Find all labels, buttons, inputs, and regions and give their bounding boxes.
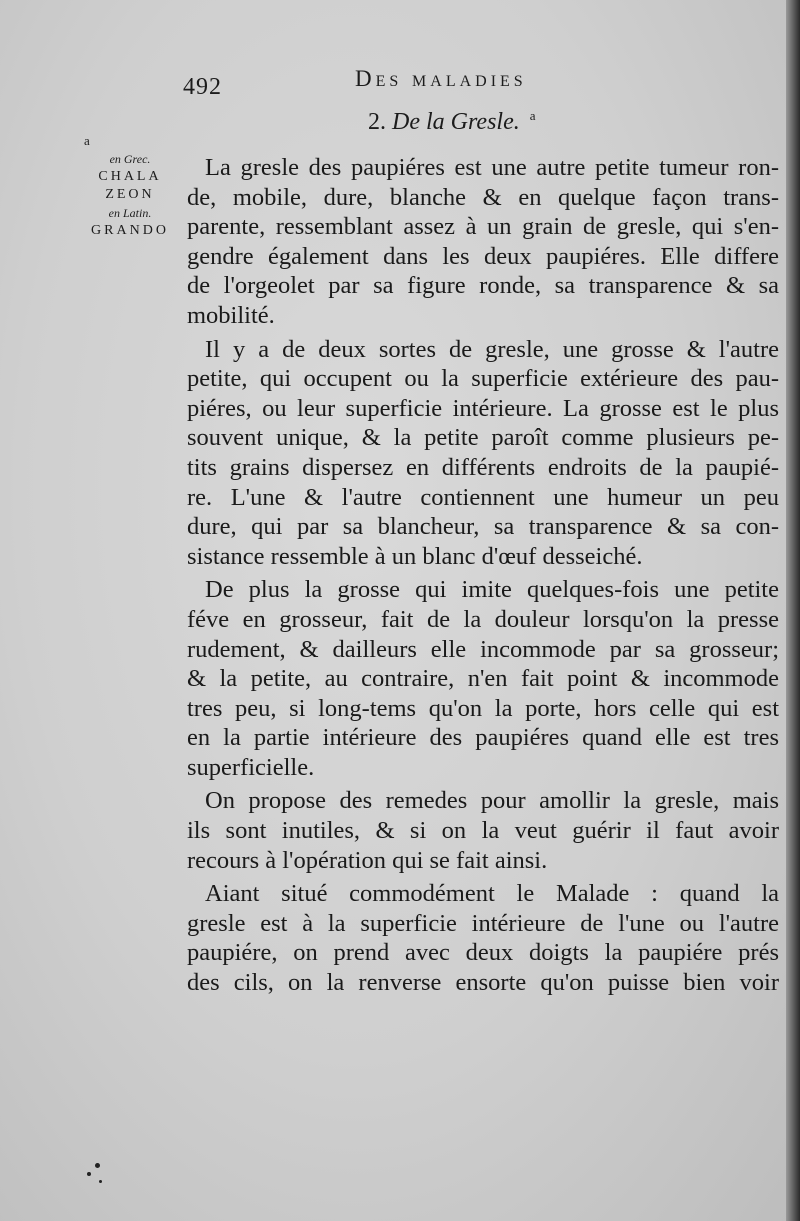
text-line: & la petite, au contraire, n'en fait point & incommode	[187, 665, 779, 693]
text-line: féve en grosseur, fait de la douleur lorsqu'on la presse	[187, 605, 779, 633]
section-number: 2.	[368, 109, 386, 135]
margin-note-latin-word: GRANDO	[91, 223, 169, 238]
text-line: de l'orgeolet par sa figure ronde, sa transparence & sa	[187, 272, 779, 300]
text-line: gendre également dans les deux paupiéres. Elle differe	[187, 242, 779, 270]
text-line: de, mobile, dure, blanche & en quelque façon trans-	[187, 183, 779, 211]
text-line: sistance ressemble à un blanc d'œuf desseiché.	[187, 542, 643, 570]
margin-note-latin-label: en Latin.	[108, 206, 152, 220]
section-title	[368, 108, 536, 136]
text-line: tres peu, si long-tems qu'on la porte, hors celle qui est	[187, 694, 779, 722]
text-line: gresle est à la superficie intérieure de l'une ou l'autre	[187, 909, 779, 937]
running-head: Des maladies	[355, 66, 527, 91]
margin-note	[84, 132, 176, 240]
text-line: mobilité.	[187, 301, 275, 329]
text-line: des cils, on la renverse ensorte qu'on puisse bien voir	[187, 969, 779, 997]
body-text	[187, 153, 779, 998]
ink-speck	[87, 1172, 91, 1176]
text-line: paupiére, on prend avec deux doigts la paupiére prés	[187, 939, 779, 967]
text-line: petite, qui occupent ou la superficie extérieure des pau-	[187, 365, 779, 393]
ink-speck	[95, 1163, 100, 1168]
text-line: ils sont inutiles, & si on la veut guérir il faut avoir	[187, 817, 779, 845]
section-note-marker: a	[529, 108, 536, 123]
margin-note-greek-word: CHALAZEON	[98, 169, 162, 202]
text-line: On propose des remedes pour amollir la gresle, mais	[205, 787, 779, 815]
text-line: superficielle.	[187, 753, 315, 781]
text-line: piéres, ou leur superficie intérieure. La grosse est le plus	[187, 394, 779, 422]
text-line: tits grains dispersez en différents endroits de la paupié-	[187, 453, 779, 481]
margin-note-greek-label: en Grec.	[109, 152, 151, 166]
margin-note-marker: a	[84, 133, 90, 148]
text-line: parente, ressemblant assez à un grain de gresle, qui s'en-	[187, 213, 779, 241]
ink-speck	[99, 1180, 102, 1183]
page-number: 492	[183, 74, 222, 100]
text-line: Aiant situé commodément le Malade : quand la	[205, 880, 779, 908]
page-edge-shadow	[786, 0, 800, 1221]
section-title-text: De la Gresle.	[392, 109, 520, 135]
text-line: re. L'une & l'autre contiennent une humeur un peu	[187, 483, 779, 511]
text-line: Il y a de deux sortes de gresle, une grosse & l'autre	[205, 335, 779, 363]
text-line: souvent unique, & la petite paroît comme plusieurs pe-	[187, 424, 779, 452]
text-line: en la partie intérieure des paupiéres quand elle est tres	[187, 724, 779, 752]
text-line: recours à l'opération qui se fait ainsi.	[187, 846, 548, 874]
text-line: dure, qui par sa blancheur, sa transparence & sa con-	[187, 513, 779, 541]
text-line: De plus la grosse qui imite quelques-fois une petite	[205, 576, 779, 604]
text-line: La gresle des paupiéres est une autre petite tumeur ron-	[205, 154, 779, 181]
text-line: rudement, & dailleurs elle incommode par sa grosseur;	[187, 635, 779, 663]
